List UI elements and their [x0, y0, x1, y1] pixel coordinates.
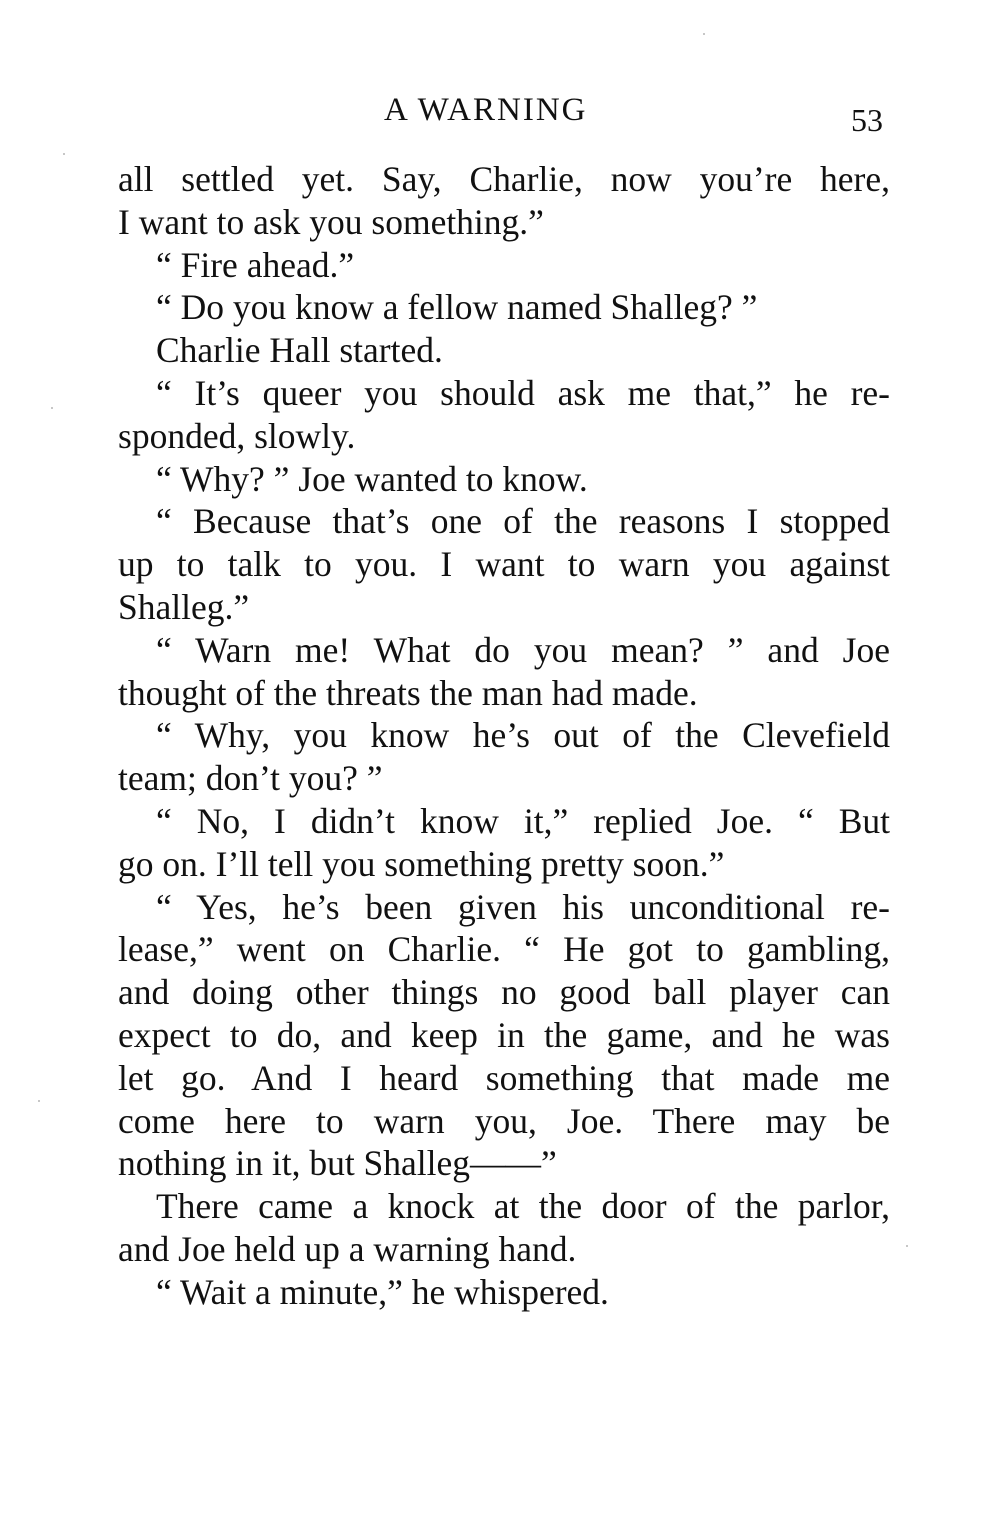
- text-line: sponded, slowly.: [118, 415, 356, 456]
- text-line: expect to do, and keep in the game, and he was: [118, 1014, 890, 1055]
- text-line: Shalleg.”: [118, 586, 250, 627]
- page-number: 53: [851, 102, 883, 138]
- text-line: lease,” went on Charlie. “ He got to gambling,: [118, 929, 890, 970]
- paper-speck: [906, 1245, 908, 1247]
- text-line: There came a knock at the door of the parlor,: [156, 1186, 890, 1227]
- text-line: all settled yet. Say, Charlie, now you’re here,: [118, 159, 890, 199]
- text-line: “ No, I didn’t know it,” replied Joe. “ But: [156, 800, 890, 841]
- text-line: let go. And I heard something that made me: [118, 1057, 890, 1098]
- paper-speck: [38, 1100, 40, 1102]
- text-line: “ Wait a minute,” he whispered.: [156, 1271, 609, 1312]
- text-line: and doing other things no good ball player can: [118, 972, 890, 1013]
- running-head: [0, 88, 1000, 138]
- text-line: I want to ask you something.”: [118, 201, 544, 242]
- text-line: “ It’s queer you should ask me that,” he re-: [156, 372, 890, 413]
- text-line: and Joe held up a warning hand.: [118, 1228, 577, 1269]
- body-text: [118, 158, 890, 1314]
- text-line: “ Why, you know he’s out of the Clevefield: [156, 715, 890, 756]
- text-line: “ Do you know a fellow named Shalleg? ”: [156, 287, 758, 328]
- text-line: nothing in it, but Shalleg——”: [118, 1143, 557, 1184]
- text-line: up to talk to you. I want to warn you against: [118, 544, 890, 585]
- text-line: “ Fire ahead.”: [156, 244, 355, 285]
- chapter-title: A WARNING: [384, 92, 588, 128]
- text-line: go on. I’ll tell you something pretty soon.”: [118, 843, 725, 884]
- paper-speck: [703, 33, 705, 35]
- text-line: thought of the threats the man had made.: [118, 672, 698, 713]
- paper-speck: [63, 153, 65, 155]
- text-line: “ Yes, he’s been given his unconditional re-: [156, 886, 890, 927]
- text-line: Charlie Hall started.: [156, 330, 443, 371]
- text-line: come here to warn you, Joe. There may be: [118, 1100, 890, 1141]
- text-line: team; don’t you? ”: [118, 758, 383, 799]
- text-line: “ Warn me! What do you mean? ” and Joe: [156, 629, 890, 670]
- text-line: “ Why? ” Joe wanted to know.: [156, 458, 588, 499]
- text-line: “ Because that’s one of the reasons I stopped: [156, 501, 890, 542]
- paper-speck: [51, 407, 53, 409]
